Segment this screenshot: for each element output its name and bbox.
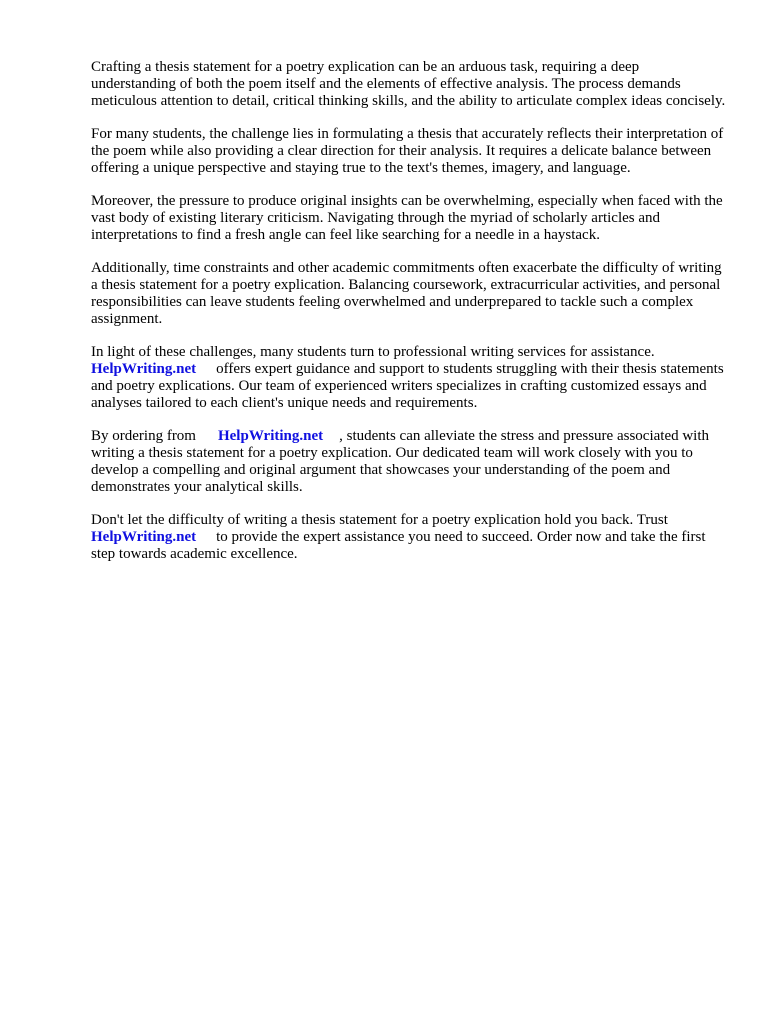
paragraph-ordering <box>91 428 727 496</box>
helpwriting-link[interactable]: HelpWriting.net <box>91 361 197 377</box>
paragraph-intro: Crafting a thesis statement for a poetry explication can be an arduous task, requiring a deep understanding of both the poem itself and the elements of effective analysis. The process demands meticulous attention to detail, critical thinking skills, and the ability to articulate complex ideas concisely. <box>91 59 726 109</box>
paragraph-closing-text-after: to provide the expert assistance you need to succeed. Order now and take the first step towards academic excellence. <box>91 529 706 562</box>
paragraph-services <box>91 344 727 412</box>
paragraph-closing <box>91 512 727 563</box>
paragraph-closing-text-before: Don't let the difficulty of writing a thesis statement for a poetry explication hold you back. Trust <box>91 512 668 528</box>
paragraph-challenge: For many students, the challenge lies in formulating a thesis that accurately reflects their interpretation of the poem while also providing a clear direction for their analysis. It requires a delicate balance between offering a unique perspective and staying true to the text's themes, imagery, and language. <box>91 126 724 176</box>
paragraph-ordering-text-after: , students can alleviate the stress and pressure associated with writing a thesis statement for a poetry explication. Our dedicated team will work closely with you to develop a compelling and original argument that showcases your understanding of the poem and demonstrates your analytical skills. <box>91 428 710 495</box>
paragraph-time-constraints: Additionally, time constraints and other academic commitments often exacerbate the difficulty of writing a thesis statement for a poetry explication. Balancing coursework, extracurricular activities, and personal responsibilities can leave students feeling overwhelmed and underprepared to tackle such a complex assignment. <box>91 260 722 327</box>
paragraph-ordering-text-before: By ordering from <box>91 428 196 444</box>
helpwriting-link[interactable]: HelpWriting.net <box>91 529 197 545</box>
paragraph-pressure: Moreover, the pressure to produce original insights can be overwhelming, especially when faced with the vast body of existing literary criticism. Navigating through the myriad of scholarly articles and interpretations to find a fresh angle can feel like searching for a needle in a haystack. <box>91 193 723 243</box>
helpwriting-link[interactable]: HelpWriting.net <box>217 428 324 444</box>
paragraph-services-text-after: offers expert guidance and support to students struggling with their thesis statements and poetry explications. Our team of experienced writers specializes in crafting customized essays and analyses tailored to each client's unique needs and requirements. <box>91 361 724 411</box>
paragraph-services-text-before: In light of these challenges, many students turn to professional writing services for assistance. <box>91 344 655 360</box>
document-body <box>91 59 727 579</box>
